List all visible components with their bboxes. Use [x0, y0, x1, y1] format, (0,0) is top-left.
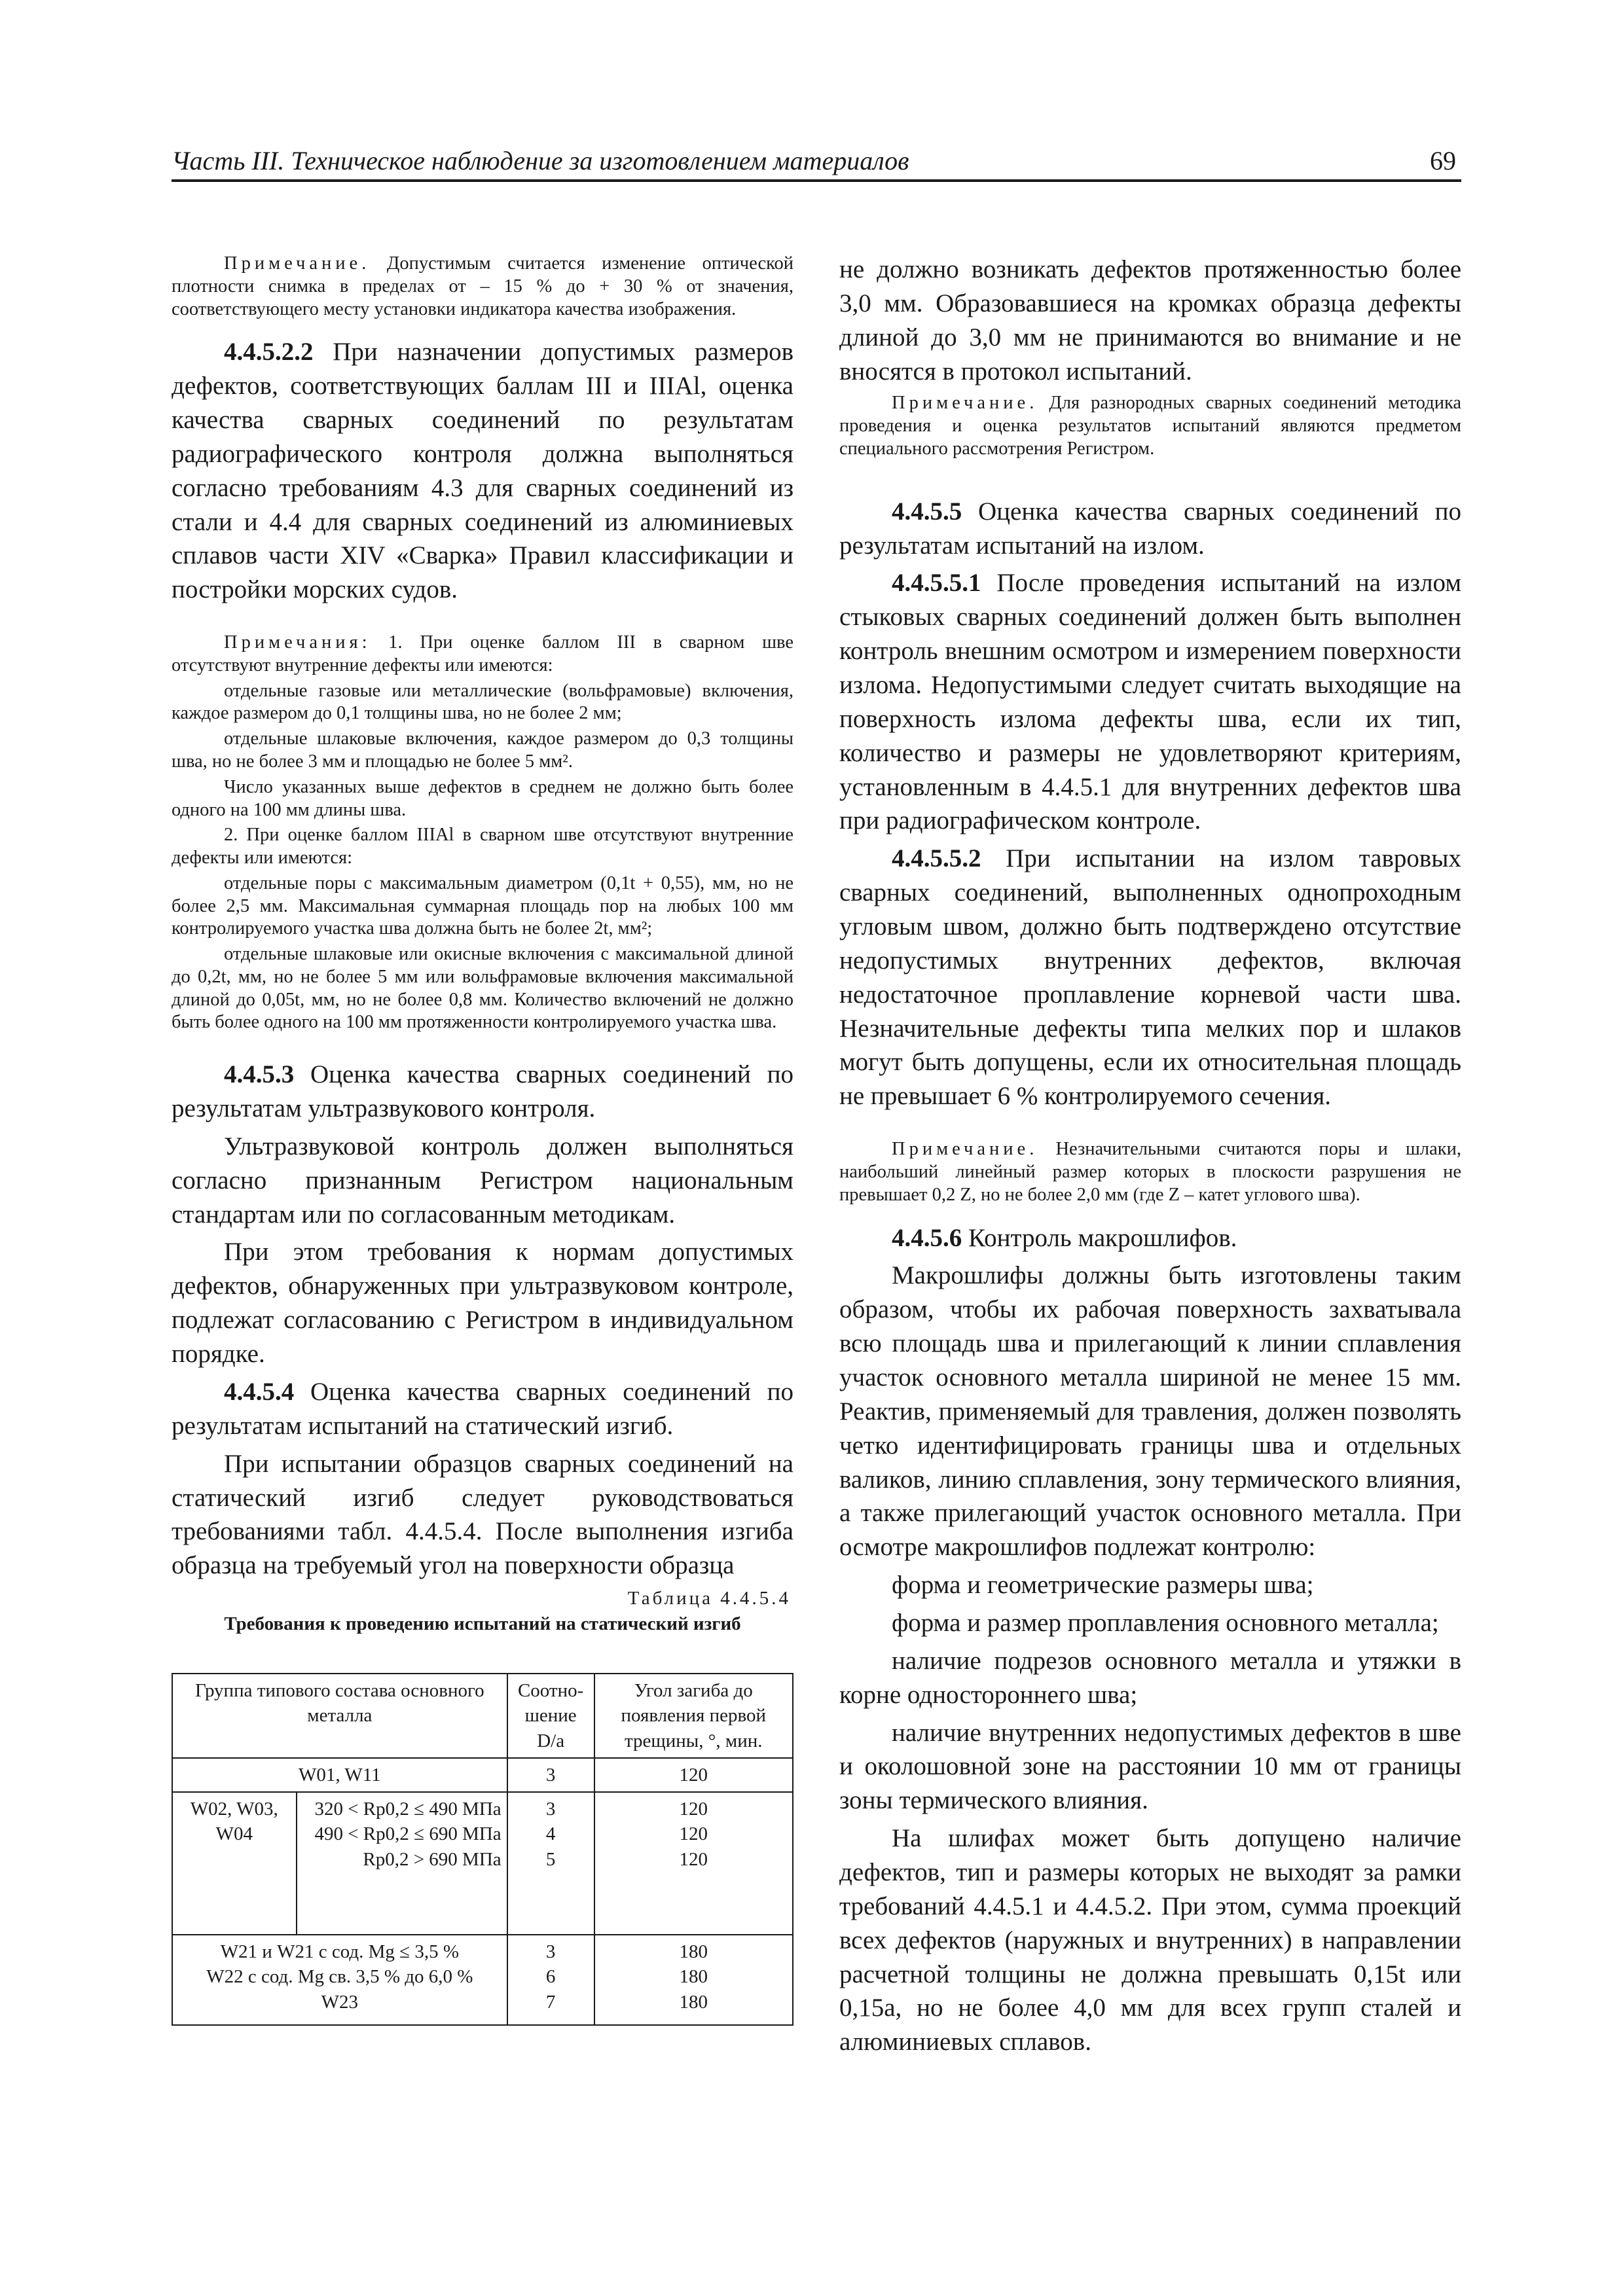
note-label: Примечание.	[892, 393, 1038, 414]
paragraph-ultrasonic-2: При этом требования к нормам допустимых дефектов, обнаруженных при ультразвуковом контроле, подлежат согласованию с Регистром в индивидуальном порядке.	[172, 1238, 793, 1369]
running-title: Часть III. Техническое наблюдение за изготовлением материалов	[172, 146, 909, 175]
paragraph-text: Оценка качества сварных соединений по результатам ультразвукового контроля.	[172, 1060, 793, 1123]
paragraph-text: Оценка качества сварных соединений по результатам испытаний на статический изгиб.	[172, 1377, 793, 1440]
notes-label: Примечания:	[224, 632, 371, 653]
paragraph-final: На шлифах может быть допущено наличие дефектов, тип и размеры которых не выходят за рамки требований 4.4.5.1 и 4.4.5.2. При этом, сумма проекций всех дефектов (наружных и внутренних) в направлении расчетной толщины не должна превышать 0,15t или 0,15a, но не более 4,0 мм для всех групп сталей и алюминиевых сплавов.	[839, 1824, 1461, 2056]
note-item-2: 2. При оценке баллом IIIAl в сварном шве отсутствуют внутренние дефекты или имеются:	[172, 825, 793, 869]
table-row	[172, 1792, 793, 1935]
table-row	[172, 1758, 793, 1792]
note-item-2a: отдельные поры с максимальным диаметром (0,1t + 0,55), мм, но не более 2,5 мм. Максимальная суммарная площадь пор на любых 100 мм контролируемого участка шва должна быть не более 2t, мм²;	[172, 872, 793, 939]
left-column	[172, 253, 793, 2026]
list-item: форма и размер проплавления основного металла;	[892, 1608, 1439, 1637]
table-title: Требования к проведению испытаний на статический изгиб	[224, 1613, 741, 1635]
note-item-1c: Число указанных выше дефектов в среднем не должно быть более одного на 100 мм длины шва.	[172, 776, 793, 820]
cell-group: W01, W11	[172, 1758, 507, 1792]
strength-range-1: 320 < Rp0,2 ≤ 490 МПа	[314, 1799, 501, 1820]
page-header	[172, 145, 1461, 182]
paragraph-4-4-5-5	[839, 495, 1461, 563]
section-number: 4.4.5.5.2	[892, 844, 981, 873]
note-item-1b: отдельные шлаковые включения, каждое размером до 0,3 толщины шва, но не более 3 мм и площадью не более 5 мм².	[172, 728, 793, 772]
note-text: Незначительными считаются поры и шлаки, наибольший линейный размер которых в плоскости разрушения не превышает 0,2 Z, но не более 2,0 мм (где Z – катет углового шва).	[839, 1139, 1462, 1205]
strength-range-3: Rp0,2 > 690 МПа	[363, 1848, 501, 1870]
table-caption: Таблица 4.4.5.4	[627, 1588, 791, 1609]
paragraph-ultrasonic-1: Ультразвуковой контроль должен выполняться согласно признанным Регистром национальным стандартам или по согласованным методикам.	[172, 1132, 793, 1229]
note-item-1a: отдельные газовые или металлические (вольфрамовые) включения, каждое размером до 0,1 толщины шва, но не более 2 мм;	[172, 680, 793, 724]
note-item-1: 1. При оценке баллом III в сварном шве отсутствуют внутренние дефекты или имеются:	[172, 632, 793, 675]
list-item: наличие внутренних недопустимых дефектов в шве и околошовной зоне на расстоянии 10 мм от границы зоны термического влияния.	[839, 1718, 1461, 1815]
cell-ratio: 3	[507, 1758, 594, 1792]
paragraph-text: При испытании на излом тавровых сварных соединений, выполненных однопроходным угловым швом, должно быть подтверждено отсутствие недопустимых внутренних дефектов, включая недостаточное проплавление корневой части шва. Незначительные дефекты типа мелких пор и шлаков могут быть допущены, если их относительная площадь не превышает 6 % контролируемого сечения.	[839, 844, 1462, 1111]
section-number: 4.4.5.5.1	[892, 569, 981, 598]
cell-angle: 180 180 180	[594, 1935, 793, 2025]
cell-group: W02, W03, W04	[172, 1792, 297, 1935]
paragraph-4-4-5-4	[172, 1375, 793, 1443]
cell-ratio: 3 6 7	[507, 1935, 594, 2025]
header-rule	[172, 179, 1461, 182]
header-group: Группа типового состава основного металла	[172, 1674, 507, 1758]
note-label: Примечание.	[892, 1139, 1038, 1160]
note-text: Для разнородных сварных соединений методика проведения и оценка результатов испытаний являются предметом специального рассмотрения Регистром.	[839, 393, 1462, 459]
section-number: 4.4.5.2.2	[224, 338, 314, 367]
table-row	[172, 1935, 793, 2025]
paragraph-text: После проведения испытаний на излом стыковых сварных соединений должен быть выполнен контроль внешним осмотром и измерением поверхности излома. Недопустимыми следует считать выходящие на поверхность излома дефекты шва, если их тип, количество и размеры не удовлетворяют критериям, установленным в 4.4.5.1 для внутренних дефектов шва при радиографическом контроле.	[839, 569, 1461, 835]
note-dissimilar-joints	[839, 392, 1461, 460]
bend-test-table	[172, 1673, 793, 2026]
paragraph-4-4-5-5-1	[839, 566, 1461, 838]
section-number: 4.4.5.5	[892, 497, 962, 526]
section-number: 4.4.5.4	[224, 1377, 295, 1406]
paragraph-text: При назначении допустимых размеров дефектов, соответствующих баллам III и IIIAl, оценка качества сварных соединений по результатам радиографического контроля должна выполняться согласно требованиям 4.3 для сварных соединений из стали и 4.4 для сварных соединений из алюминиевых сплавов части XIV «Сварка» Правил классификации и постройки морских судов.	[172, 338, 794, 604]
list-item: форма и геометрические размеры шва;	[892, 1571, 1314, 1600]
section-number: 4.4.5.3	[224, 1060, 295, 1089]
paragraph-4-4-5-5-2	[839, 842, 1461, 1113]
header-ratio: Соотно-шение D/a	[507, 1674, 594, 1758]
section-number: 4.4.5.6	[892, 1223, 962, 1252]
note-item-2b: отдельные шлаковые или окисные включения с максимальной длиной до 0,2t, мм, но не более 5 мм или вольфрамовые включения максимальной длиной до 0,05t, мм, но не более 0,8 мм. Количество включений не должно быть более одного на 100 мм протяженности контролируемого участка шва.	[172, 944, 793, 1033]
paragraph-continued: не должно возникать дефектов протяженностью более 3,0 мм. Образовавшиеся на кромках образца дефекты длиной до 3,0 мм не принимаются во внимание и не вносятся в протокол испытаний.	[839, 255, 1461, 386]
cell-angle: 120	[594, 1758, 793, 1792]
page-number: 69	[1430, 146, 1456, 175]
note-text: Допустимым считается изменение оптической плотности снимка в пределах от – 15 % до + 30 % от значения, соответствующего месту установки индикатора качества изображения.	[172, 253, 793, 319]
cell-group: W21 и W21 с сод. Mg ≤ 3,5 % W22 с сод. Mg св. 3,5 % до 6,0 % W23	[172, 1935, 507, 2025]
note-label: Примечание.	[224, 253, 371, 274]
paragraph-text: Контроль макрошлифов.	[968, 1223, 1237, 1252]
table-header-row	[172, 1674, 793, 1758]
paragraph-text: Оценка качества сварных соединений по результатам испытаний на излом.	[839, 497, 1461, 560]
note-optical-density	[172, 253, 793, 321]
header-angle: Угол загиба до появления первой трещины, °, мин.	[594, 1674, 793, 1758]
note-minor-defects	[839, 1138, 1461, 1206]
notes-grades	[172, 632, 793, 677]
paragraph-macrosections: Макрошлифы должны быть изготовлены таким образом, чтобы их рабочая поверхность захватывала всю площадь шва и прилегающий к линии сплавления участок основного металла шириной не менее 15 мм. Реактив, применяемый для травления, должен позволять четко идентифицировать границы шва и отдельных валиков, линию сплавления, зону термического влияния, а также прилегающий участок основного металла. При осмотре макрошлифов подлежат контролю:	[839, 1261, 1461, 1562]
right-column	[839, 253, 1461, 2063]
cell-angle: 120 120 120	[594, 1792, 793, 1935]
paragraph-4-4-5-2-2	[172, 335, 793, 607]
cell-ratio: 3 4 5	[507, 1792, 594, 1935]
strength-range-2: 490 < Rp0,2 ≤ 690 МПа	[314, 1823, 501, 1845]
paragraph-bend-test: При испытании образцов сварных соединений на статический изгиб следует руководствоваться требованиями табл. 4.4.5.4. После выполнения изгиба образца на требуемый угол на поверхности образца	[172, 1449, 793, 1580]
paragraph-4-4-5-3	[172, 1058, 793, 1126]
list-item: наличие подрезов основного металла и утяжки в корне одностороннего шва;	[839, 1646, 1461, 1709]
paragraph-4-4-5-6	[839, 1221, 1461, 1255]
cell-strength	[297, 1792, 507, 1935]
